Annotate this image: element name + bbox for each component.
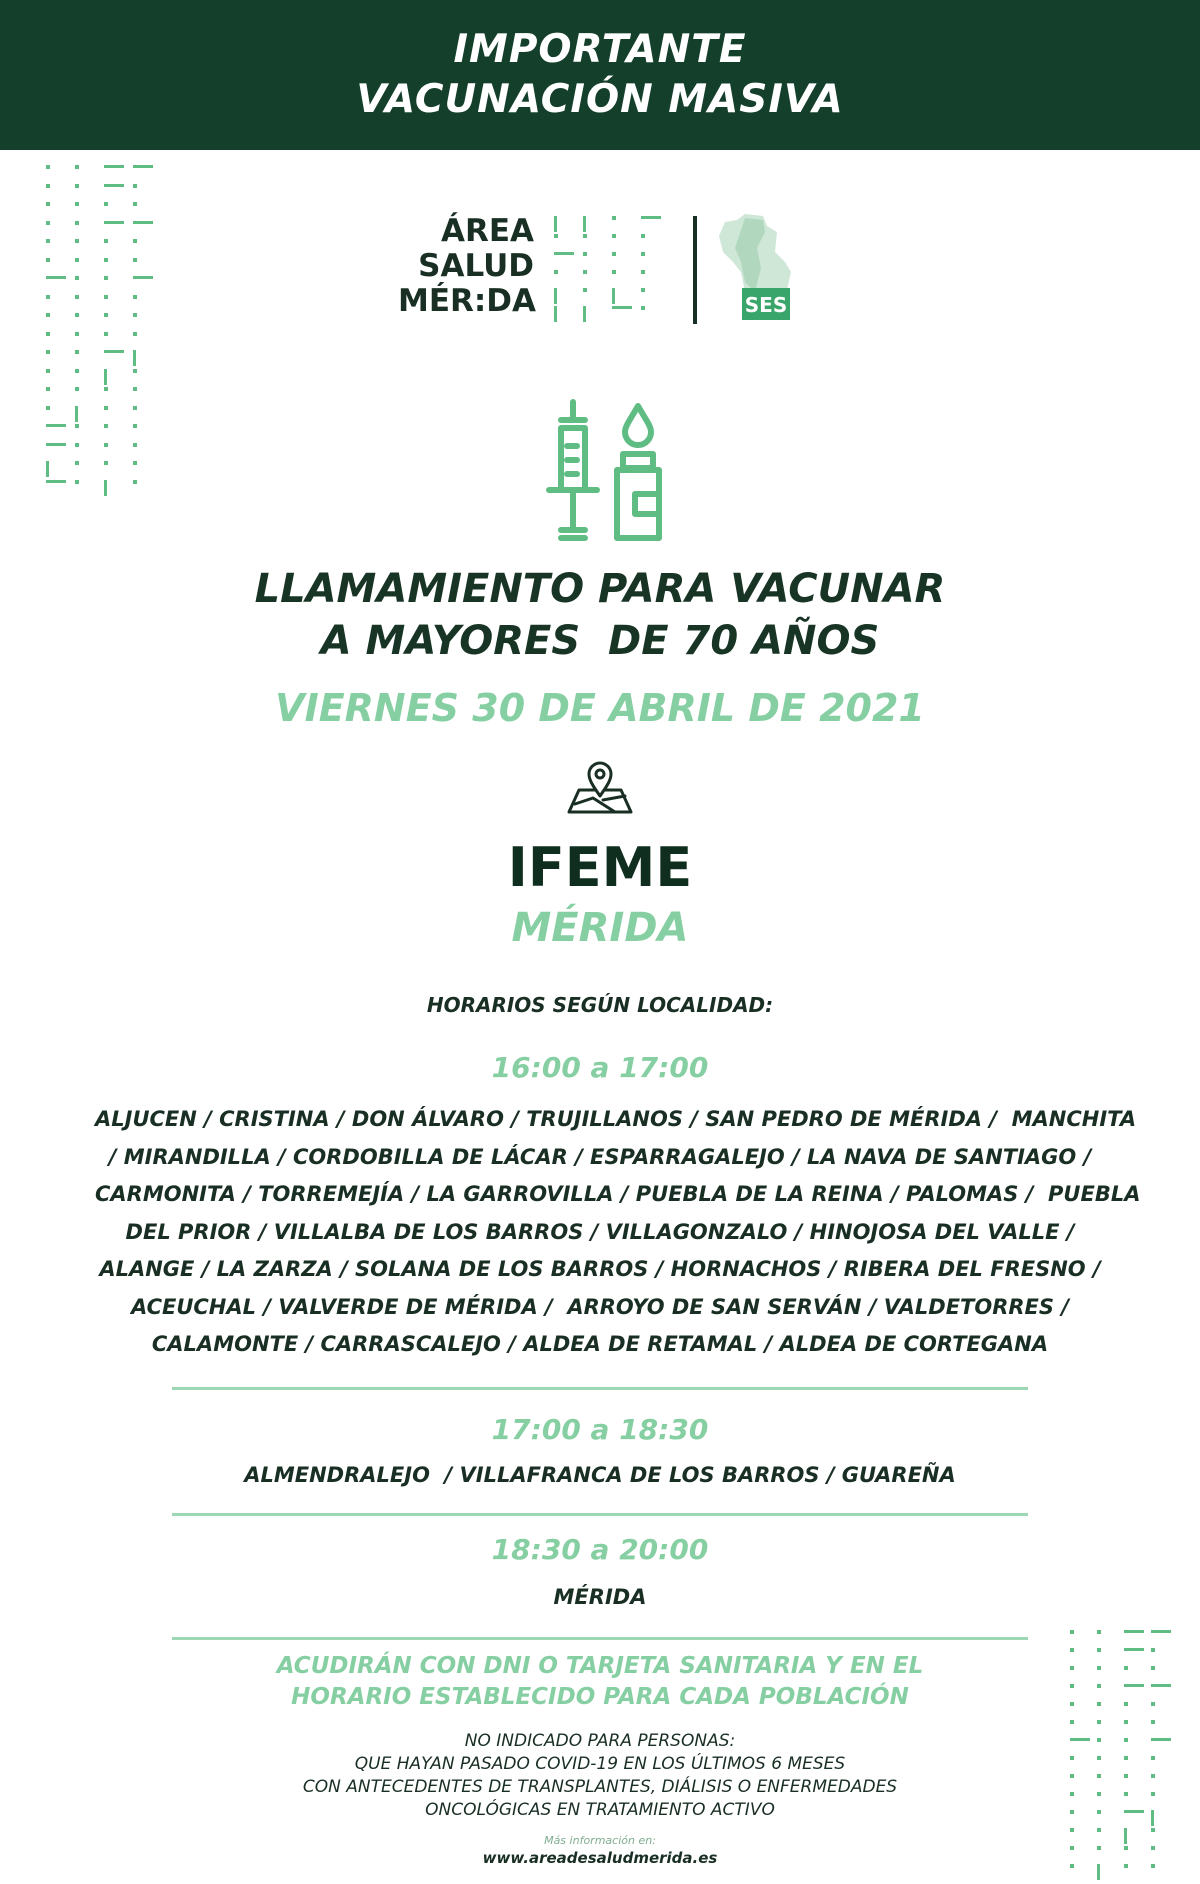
decorative-dot: [133, 184, 137, 188]
section-divider: [172, 1387, 1028, 1390]
town-line: ALJUCEN / CRISTINA / DON ÁLVARO / TRUJILLANOS / SAN PEDRO DE MÉRIDA / MANCHITA: [95, 1107, 1137, 1131]
slot-time-2: 17:00 a 18:30: [491, 1413, 709, 1446]
not-indicated-line: CON ANTECEDENTES DE TRANSPLANTES, DIÁLISIS O ENFERMEDADES: [302, 1777, 898, 1797]
decorative-dot: [46, 332, 50, 336]
decorative-dot: [104, 258, 108, 262]
decorative-dot: [641, 216, 661, 219]
decorative-dot: [75, 350, 79, 354]
decorative-dot: [1124, 1630, 1144, 1633]
section-divider: [172, 1637, 1028, 1640]
headline-line2: A MAYORES DE 70 AÑOS: [320, 618, 880, 664]
decorative-dot: [46, 313, 50, 317]
decorative-dot: [133, 276, 153, 279]
decorative-dot: [46, 239, 50, 243]
decorative-dot: [554, 270, 558, 274]
decorative-dot: [104, 276, 108, 280]
map-pin-icon: [565, 760, 635, 816]
decorative-dot: [104, 221, 124, 224]
decorative-dot: [46, 480, 66, 483]
decorative-dot: [104, 184, 124, 187]
decorative-dot: [104, 406, 108, 410]
decorative-dot: [104, 239, 108, 243]
decorative-dot: [104, 295, 108, 299]
decorative-dot: [554, 306, 557, 322]
decorative-dot: [1070, 1630, 1074, 1634]
decorative-dot: [133, 258, 137, 262]
decorative-dot: [75, 276, 79, 280]
decorative-dot: [46, 184, 50, 188]
decorative-dot: [75, 387, 79, 391]
decorative-dot: [133, 239, 137, 243]
decorative-dot: [1097, 1720, 1101, 1724]
town-line: / MIRANDILLA / CORDOBILLA DE LÁCAR / ESPARRAGALEJO / LA NAVA DE SANTIAGO /: [108, 1144, 1092, 1169]
decorative-dot: [133, 295, 137, 299]
requirements-notice: [0, 1651, 1200, 1713]
logo-line-merida: MÉR:DA: [398, 283, 537, 319]
notice-line2: HORARIO ESTABLECIDO PARA CADA POBLACIÓN: [291, 1684, 909, 1710]
decorative-dot: [1151, 1828, 1155, 1832]
decorative-dot: [133, 461, 137, 465]
area-salud-merida-logo: [398, 213, 537, 319]
logo-line-salud: SALUD: [418, 248, 534, 284]
more-info-label: Más información en:: [544, 1834, 656, 1847]
town-line: MÉRIDA: [553, 1585, 647, 1609]
decorative-dot: [612, 252, 616, 256]
decorative-dot: [554, 252, 574, 255]
decorative-dots-top-left: [46, 165, 152, 495]
decorative-dot: [554, 216, 557, 232]
decorative-dot: [75, 202, 79, 206]
town-line: ALANGE / LA ZARZA / SOLANA DE LOS BARROS / HORNACHOS / RIBERA DEL FRESNO /: [99, 1257, 1101, 1281]
decorative-dot: [1070, 1828, 1074, 1832]
decorative-dot: [583, 234, 587, 238]
website-link[interactable]: www.areadesaludmerida.es: [482, 1849, 718, 1867]
decorative-dot: [75, 443, 79, 447]
decorative-dot: [641, 234, 645, 238]
section-divider: [172, 1513, 1028, 1516]
decorative-dot: [612, 270, 616, 274]
not-indicated-line: QUE HAYAN PASADO COVID-19 EN LOS ÚLTIMOS 6 MESES: [354, 1754, 846, 1774]
decorative-dot: [583, 288, 587, 292]
decorative-dot: [46, 258, 50, 262]
decorative-dot: [1097, 1630, 1101, 1634]
decorative-dot: [133, 313, 137, 317]
decorative-dot: [46, 424, 66, 427]
headline-line1: LLAMAMIENTO PARA VACUNAR: [254, 566, 946, 612]
ses-logo-label: SES: [744, 293, 788, 317]
decorative-dot: [104, 480, 107, 496]
decorative-dot: [583, 252, 587, 256]
decorative-dot: [104, 332, 108, 336]
decorative-dot: [46, 406, 50, 410]
decorative-dot: [104, 369, 107, 385]
decorative-dot: [46, 387, 50, 391]
decorative-dot: [46, 369, 50, 373]
decorative-dot: [75, 184, 79, 188]
decorative-dot: [641, 252, 645, 256]
decorative-dot: [612, 234, 616, 238]
decorative-dot: [46, 295, 50, 299]
decorative-dot: [1151, 1720, 1155, 1724]
decorative-dot: [133, 221, 153, 224]
decorative-dot: [75, 461, 79, 465]
decorative-dot: [46, 350, 50, 354]
decorative-dot: [104, 461, 108, 465]
decorative-dot: [133, 165, 153, 168]
decorative-dot: [641, 288, 645, 292]
decorative-dot: [133, 424, 137, 428]
decorative-dot: [75, 239, 79, 243]
notice-line1: ACUDIRÁN CON DNI O TARJETA SANITARIA Y EN EL: [276, 1653, 924, 1679]
decorative-dot: [133, 202, 137, 206]
decorative-dot: [75, 480, 79, 484]
decorative-dot: [104, 202, 108, 206]
decorative-dot: [641, 270, 645, 274]
decorative-dot: [104, 387, 108, 391]
slot-2-towns: [95, 1457, 1105, 1495]
decorative-dot: [104, 350, 124, 353]
decorative-dot: [133, 480, 137, 484]
decorative-dot: [583, 306, 586, 322]
logo-line-area: ÁREA: [440, 213, 534, 249]
event-date: VIERNES 30 DE ABRIL DE 2021: [275, 686, 925, 730]
decorative-dot: [583, 216, 586, 232]
header-title-line2: VACUNACIÓN MASIVA: [356, 77, 844, 122]
decorative-dot: [133, 387, 137, 391]
decorative-dot: [46, 221, 50, 225]
decorative-dot: [75, 332, 79, 336]
town-line: ACEUCHAL / VALVERDE DE MÉRIDA / ARROYO DE SAN SERVÁN / VALDETORRES /: [130, 1294, 1070, 1319]
header-title-line1: IMPORTANTE: [453, 27, 747, 72]
not-indicated-title: NO INDICADO PARA PERSONAS:: [464, 1731, 736, 1751]
schedule-title: HORARIOS SEGÚN LOCALIDAD:: [426, 993, 774, 1017]
decorative-dot: [133, 332, 137, 336]
town-line: ALMENDRALEJO / VILLAFRANCA DE LOS BARROS / GUAREÑA: [244, 1463, 956, 1487]
decorative-dot: [46, 202, 50, 206]
decorative-dot: [75, 221, 79, 225]
decorative-dot: [46, 276, 66, 279]
decorative-dot: [104, 313, 108, 317]
not-indicated-line: ONCOLÓGICAS EN TRATAMIENTO ACTIVO: [425, 1800, 775, 1820]
town-line: DEL PRIOR / VILLALBA DE LOS BARROS / VILLAGONZALO / HINOJOSA DEL VALLE /: [125, 1219, 1075, 1244]
not-indicated-list: [0, 1753, 1200, 1822]
decorative-dots-logo: [554, 216, 660, 322]
decorative-dot: [46, 443, 66, 446]
decorative-dot: [612, 306, 632, 309]
decorative-dot: [1124, 1720, 1128, 1724]
decorative-dot: [75, 369, 79, 373]
header-banner: [0, 0, 1200, 150]
decorative-dot: [554, 234, 558, 238]
slot-time-3: 18:30 a 20:00: [491, 1533, 709, 1566]
decorative-dot: [133, 443, 137, 447]
town-line: CARMONITA / TORREMEJÍA / LA GARROVILLA / PUEBLA DE LA REINA / PALOMAS / PUEBLA: [95, 1182, 1141, 1206]
decorative-dot: [1070, 1720, 1074, 1724]
decorative-dot: [75, 165, 79, 169]
decorative-dot: [133, 350, 136, 366]
decorative-dot: [133, 406, 137, 410]
town-line: CALAMONTE / CARRASCALEJO / ALDEA DE RETAMAL / ALDEA DE CORTEGANA: [151, 1332, 1049, 1356]
decorative-dot: [75, 313, 79, 317]
venue-name: IFEME: [507, 836, 693, 899]
decorative-dot: [554, 288, 557, 304]
decorative-dot: [133, 369, 137, 373]
decorative-dot: [1151, 1630, 1171, 1633]
slot-time-1: 16:00 a 17:00: [491, 1051, 709, 1084]
decorative-dot: [1097, 1828, 1101, 1832]
decorative-dot: [75, 406, 78, 422]
decorative-dot: [104, 424, 108, 428]
decorative-dot: [104, 165, 124, 168]
syringe-and-vial-icon: [545, 398, 670, 544]
logo-divider: [693, 216, 697, 324]
decorative-dot: [75, 258, 79, 262]
headline: [0, 563, 1200, 667]
decorative-dot: [46, 165, 50, 169]
decorative-dot: [612, 216, 616, 220]
slot-1-towns: [95, 1101, 1141, 1364]
decorative-dot: [75, 295, 79, 299]
decorative-dot: [583, 270, 587, 274]
slot-3-towns: [95, 1579, 1105, 1617]
decorative-dot: [46, 461, 49, 477]
decorative-dot: [75, 424, 79, 428]
venue-city: MÉRIDA: [511, 905, 689, 951]
decorative-dot: [104, 443, 108, 447]
decorative-dot: [641, 306, 645, 310]
decorative-dot: [612, 288, 615, 304]
